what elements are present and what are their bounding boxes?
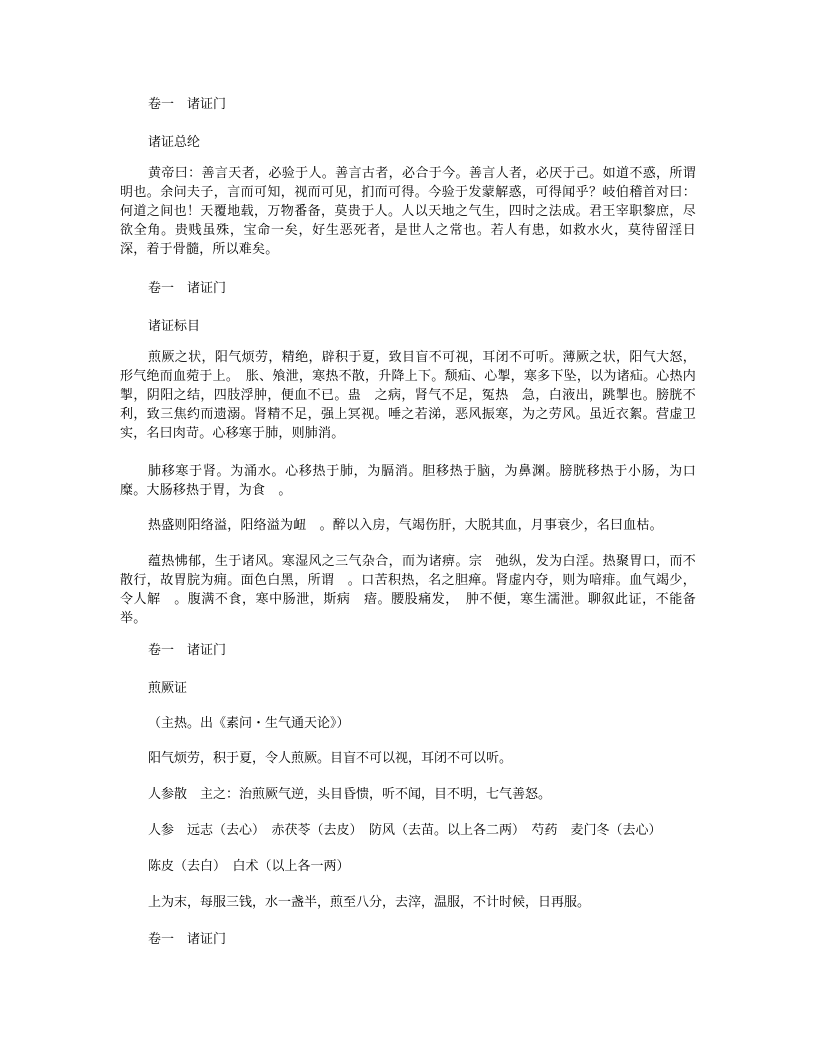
source-note: （主热。出《素问・生气通天论》） xyxy=(148,716,350,731)
paragraph: 热盛则阳络溢，阳络溢为衄 。醉以入房，气竭伤肝，大脱其血，月事衰少，名曰血枯。 xyxy=(148,518,663,533)
paragraph: 蕴热怫郁，生于诸风。寒湿风之三气杂合，而为诸痹。宗 弛纵，发为白淫。热聚胃口，而不散行，故胃脘为痈。面色白黑，所谓 。口苦积热，名之胆瘅。肾虚内夺，则为喑痱。血气竭少，令人解 。腹满不食，寒中肠泄，斯病 瘖。腰股痛发， 肿不便，寒生濡泄。聊叙此证，不能备举。 xyxy=(120,554,696,626)
paragraph: 煎厥之状，阳气烦劳，精绝，辟积于夏，致目盲不可视，耳闭不可听。薄厥之状，阳气大怒，形气绝而血菀于上。 胀、飧泄，寒热不散，升降上下。颓疝、心掣，寒多下坠，以为诸疝。心热内掣，阴阳之结，四肢浮肿，便血不已。蛊 之病，肾气不足，冤热 急，白液出，跳掣也。膀胱不利，致三焦约而遗溺。肾精不足，强上冥视。唾之若涕，恶风振寒，为之劳风。虽近衣絮。营虚卫实，名曰肉苛。心移寒于肺，则肺消。 xyxy=(120,350,696,441)
text-line: 阳气烦劳，积于夏，令人煎厥。目盲不可以视，耳闭不可以听。 xyxy=(148,751,513,766)
section-title: 煎厥证 xyxy=(148,681,188,696)
section-title: 诸证总纶 xyxy=(148,135,201,150)
ingredients-line: 人参 远志（去心） 赤茯苓（去皮） 防风（去苗。以上各二两） 芍药 麦门冬（去心） xyxy=(148,823,662,838)
paragraph: 肺移寒于肾。为涌水。心移热于肺，为膈消。胆移热于脑，为鼻渊。膀胱移热于小肠，为口糜。大肠移热于胃，为食 。 xyxy=(120,464,696,498)
preparation-instructions: 上为末，每服三钱，水一盏半，煎至八分，去滓，温服，不计时候，日再服。 xyxy=(148,895,591,910)
section-title: 诸证标目 xyxy=(148,319,201,334)
ingredients-line: 陈皮（去白） 白术（以上各一两） xyxy=(148,859,350,874)
section-header: 卷一 诸证门 xyxy=(148,281,227,296)
section-header: 卷一 诸证门 xyxy=(148,643,227,658)
section-header: 卷一 诸证门 xyxy=(148,97,227,112)
paragraph: 黄帝曰：善言天者，必验于人。善言古者，必合于今。善言人者，必厌于己。如道不惑，所谓明也。余问夫子，言而可知，视而可见，扪而可得。今验于发蒙解惑，可得闻乎？岐伯稽首对曰：何道之间也！天覆地载，万物番备，莫贵于人。人以天地之气生，四时之法成。君王宰职黎庶，尽欲全角。贵贱虽殊，宝命一矣，好生恶死者，是世人之常也。若人有患，如救水火，莫待留淫日深，着于骨髓，所以难矣。 xyxy=(120,166,696,257)
formula-title: 人参散 主之：治煎厥气逆，头目昏愦，听不闻，目不明，七气善怒。 xyxy=(148,787,552,802)
section-header: 卷一 诸证门 xyxy=(148,932,227,947)
